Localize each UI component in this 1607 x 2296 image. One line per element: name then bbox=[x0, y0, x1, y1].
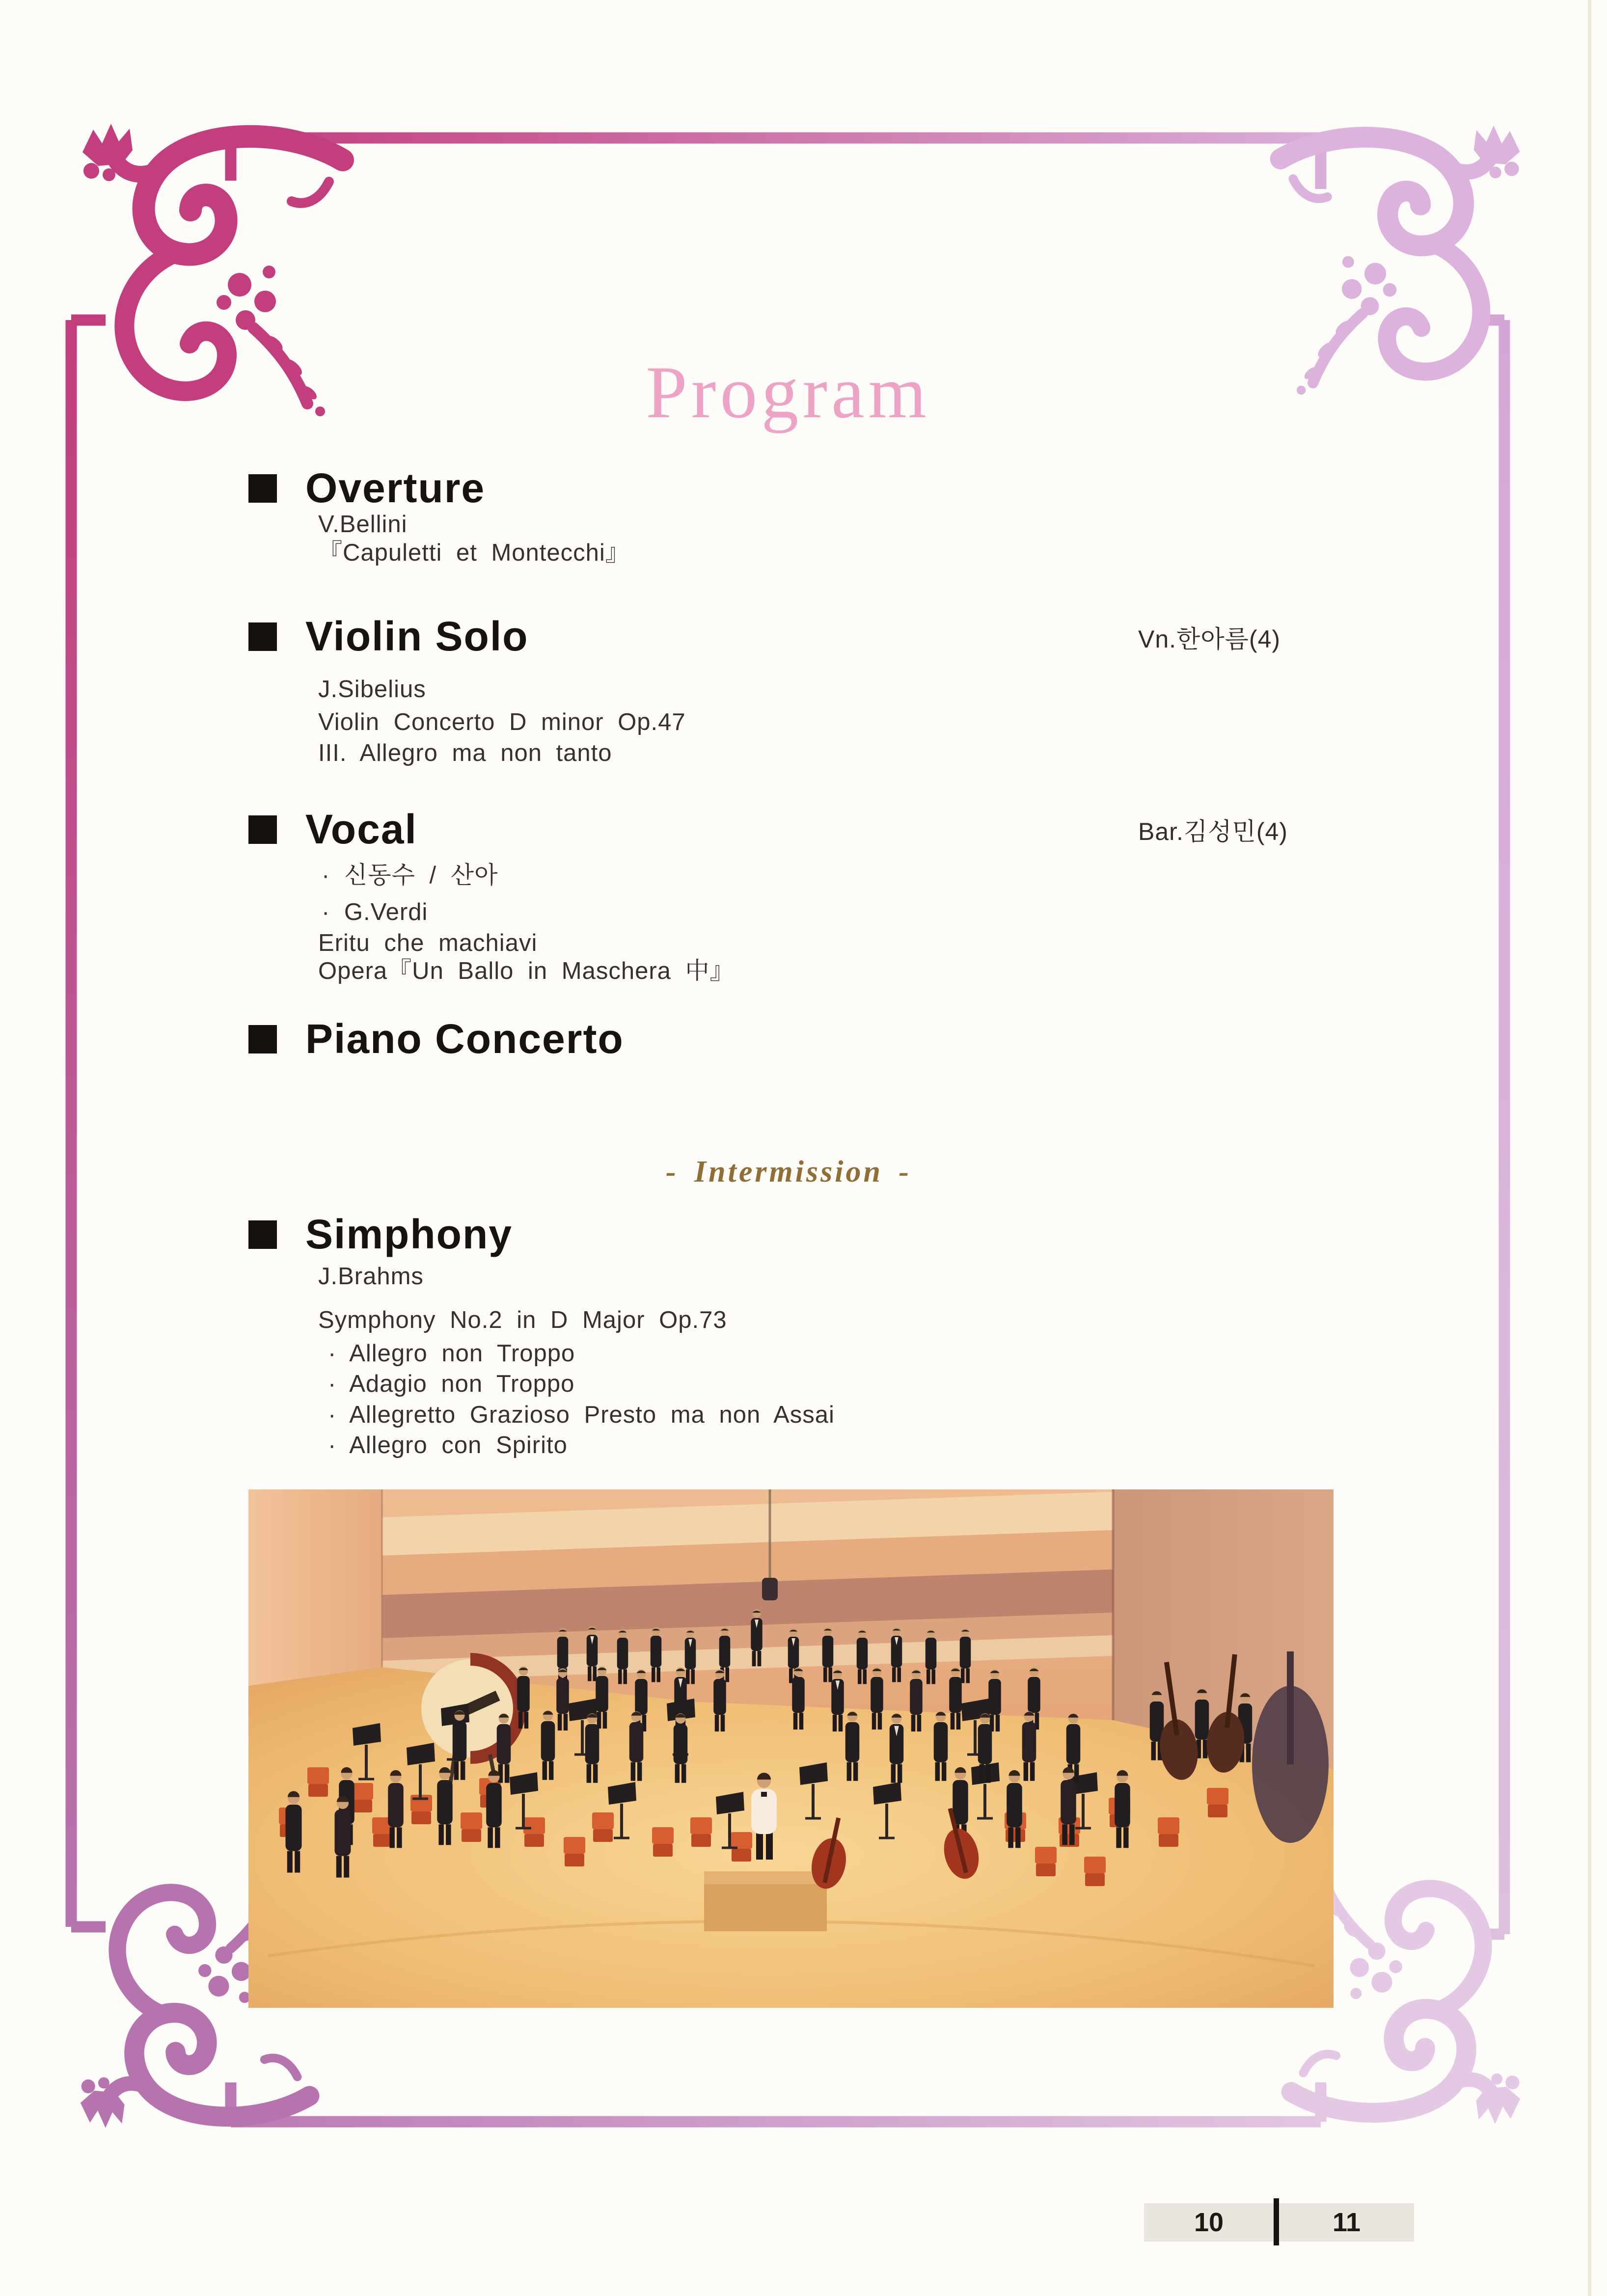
simphony-movement-4: · Allegro con Spirito bbox=[328, 1432, 568, 1459]
page-number-right: 11 bbox=[1332, 2208, 1361, 2237]
violin-solo-movement: III. Allegro ma non tanto bbox=[318, 740, 612, 766]
overture-piece: 『Capuletti et Montecchi』 bbox=[318, 540, 630, 566]
simphony-movement-2: · Adagio non Troppo bbox=[328, 1371, 575, 1397]
section-bullet-square bbox=[248, 815, 277, 844]
intermission-label: - Intermission - bbox=[665, 1155, 912, 1189]
section-bullet-square bbox=[248, 1220, 277, 1249]
violin-solo-piece: Violin Concerto D minor Op.47 bbox=[318, 709, 686, 735]
orchestra-photo bbox=[248, 1489, 1334, 2008]
vocal-aria: Eritu che machiavi bbox=[318, 930, 538, 956]
section-bullet-square bbox=[248, 474, 277, 503]
simphony-movement-1: · Allegro non Troppo bbox=[328, 1340, 575, 1367]
overture-composer: V.Bellini bbox=[318, 511, 408, 538]
section-heading-overture: Overture bbox=[305, 465, 486, 511]
vocal-opera: Opera『Un Ballo in Maschera 中』 bbox=[318, 958, 735, 984]
vocal-song-1: · 신동수 / 산아 bbox=[322, 862, 498, 889]
section-heading-simphony: Simphony bbox=[305, 1211, 513, 1257]
page-number-left: 10 bbox=[1194, 2208, 1224, 2237]
section-bullet-square bbox=[248, 622, 277, 651]
section-heading-vocal: Vocal bbox=[305, 806, 417, 852]
violin-solo-composer: J.Sibelius bbox=[318, 676, 426, 702]
simphony-composer: J.Brahms bbox=[318, 1263, 424, 1290]
section-heading-violin-solo: Violin Solo bbox=[305, 613, 529, 659]
vocal-composer-2: · G.Verdi bbox=[322, 899, 428, 925]
page-number-divider bbox=[1274, 2198, 1279, 2245]
vocal-performer: Bar.김성민(4) bbox=[1138, 818, 1288, 845]
page-title: Program bbox=[646, 351, 930, 433]
section-heading-piano-concerto: Piano Concerto bbox=[305, 1016, 624, 1062]
violin-solo-performer: Vn.한아름(4) bbox=[1138, 625, 1281, 653]
simphony-movement-3: · Allegretto Grazioso Presto ma non Assai bbox=[328, 1402, 835, 1428]
simphony-piece: Symphony No.2 in D Major Op.73 bbox=[318, 1307, 727, 1333]
section-bullet-square bbox=[248, 1025, 277, 1053]
page-edge-crease bbox=[1588, 0, 1591, 2296]
